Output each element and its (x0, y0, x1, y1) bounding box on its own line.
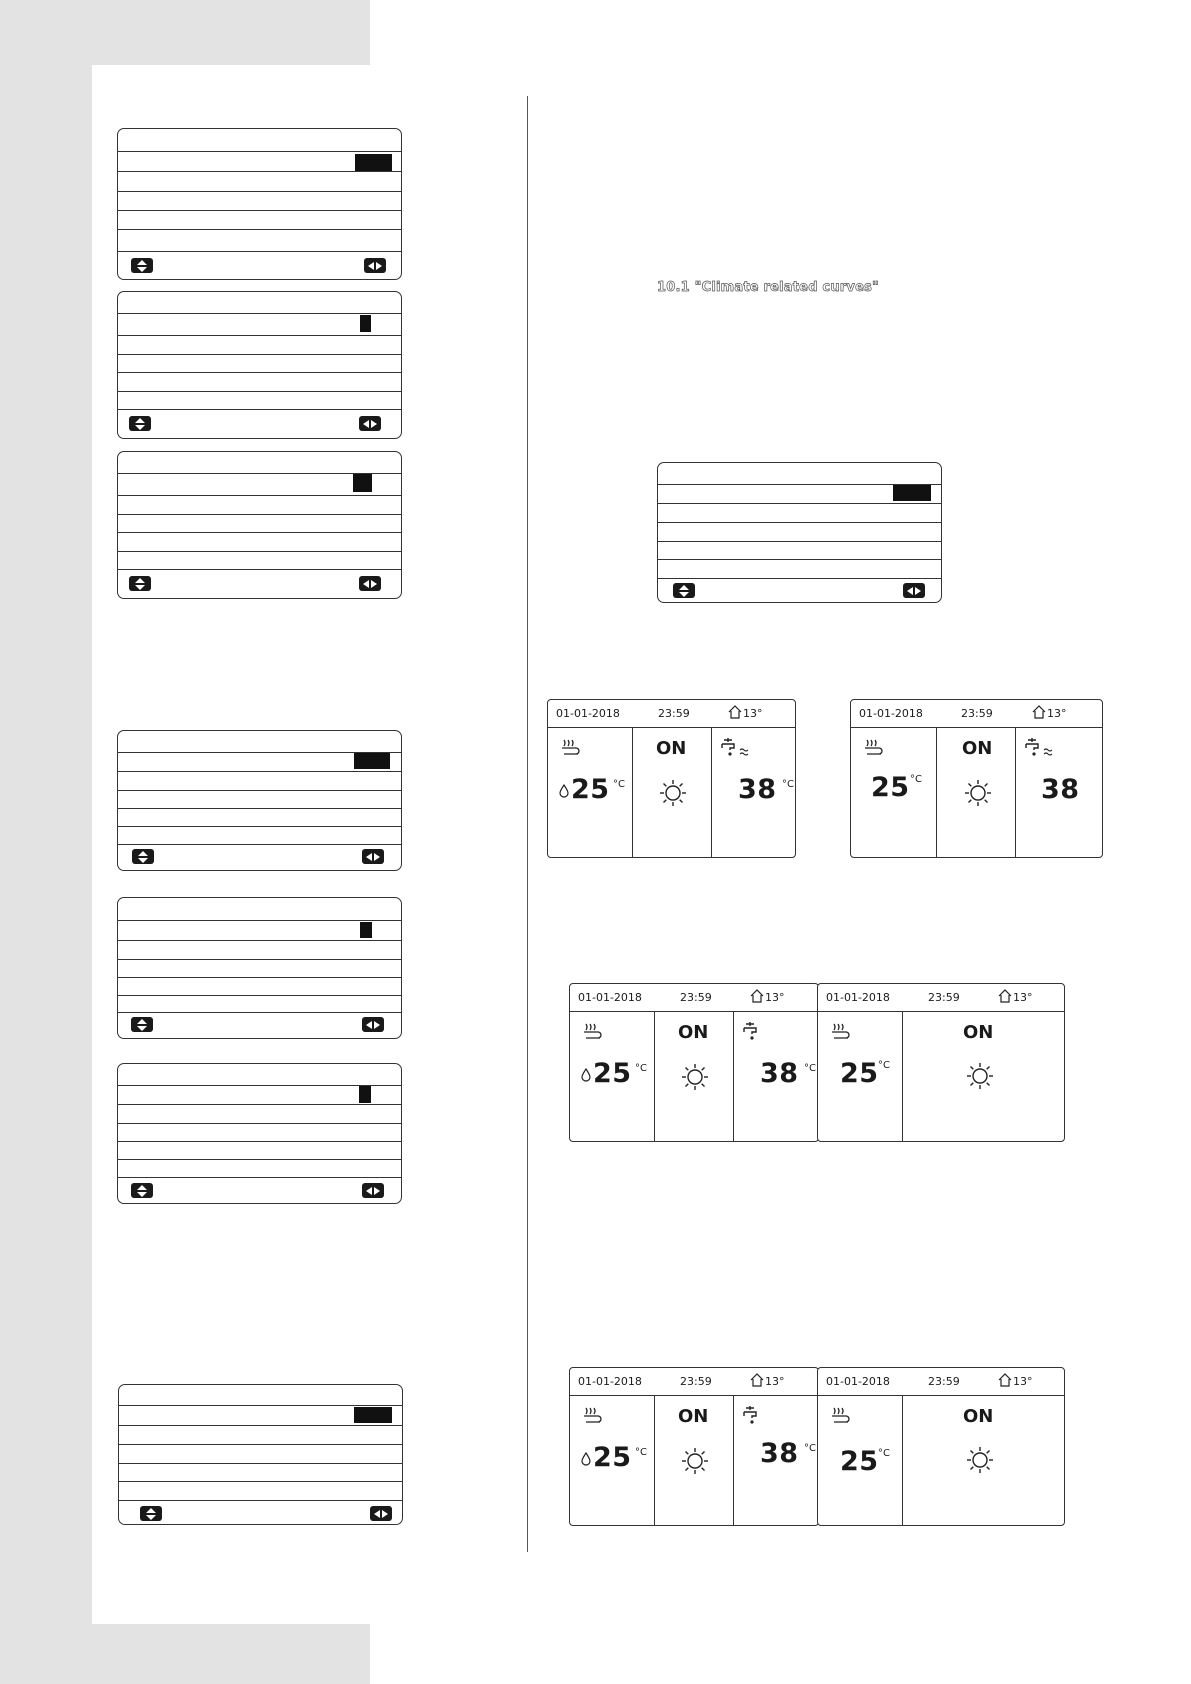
outdoor-temp-label: 13° (743, 707, 763, 720)
sun-icon (680, 1062, 710, 1092)
house-icon (998, 989, 1012, 1003)
house-icon (750, 1373, 764, 1387)
water-tap-icon (1024, 736, 1060, 760)
floor-heating-icon (863, 738, 885, 758)
outdoor-temp-label: 13° (765, 1375, 785, 1388)
house-icon (1032, 705, 1046, 719)
page-margin-left (0, 0, 92, 1684)
water-tap-icon (742, 1020, 766, 1044)
sun-icon (658, 778, 688, 808)
dhw-temp-value: 38 (738, 774, 777, 805)
selected-value-box (353, 474, 372, 492)
home-screen-3 (569, 983, 819, 1142)
home-screen-2 (850, 699, 1103, 858)
left-right-arrows-icon[interactable] (903, 583, 925, 598)
menu-screen-5 (117, 897, 402, 1039)
outdoor-temp-label: 13° (1013, 1375, 1033, 1388)
floor-heating-icon (582, 1022, 604, 1042)
on-status: ON (962, 738, 993, 759)
temp-unit: °C (613, 779, 625, 790)
water-temp-value: 25 (840, 1058, 879, 1089)
up-down-arrows-icon[interactable] (131, 1017, 153, 1032)
dhw-temp-value: 38 (760, 1438, 799, 1469)
temp-unit: °C (635, 1063, 647, 1074)
selected-value-box (354, 753, 390, 769)
left-right-arrows-icon[interactable] (364, 258, 386, 273)
status-header (818, 1368, 1064, 1396)
sun-icon (680, 1446, 710, 1476)
on-status: ON (678, 1406, 709, 1427)
left-right-arrows-icon[interactable] (359, 416, 381, 431)
status-header (570, 1368, 818, 1396)
water-drop-icon (559, 784, 569, 798)
menu-screen-7 (118, 1384, 403, 1525)
floor-heating-icon (582, 1406, 604, 1426)
menu-screen-4 (117, 730, 402, 871)
house-icon (728, 705, 742, 719)
dhw-unit: °C (804, 1063, 816, 1074)
left-right-arrows-icon[interactable] (362, 849, 384, 864)
water-temp-value: 25 (871, 772, 910, 803)
water-temp-value: 25 (593, 1058, 632, 1089)
menu-screen-1 (117, 128, 402, 280)
dhw-unit: °C (804, 1443, 816, 1454)
temp-unit: °C (910, 774, 922, 785)
up-down-arrows-icon[interactable] (131, 258, 153, 273)
water-temp-value: 25 (571, 774, 610, 805)
outdoor-temp-label: 13° (1047, 707, 1067, 720)
temp-unit: °C (878, 1060, 890, 1071)
floor-heating-icon (560, 738, 582, 758)
status-header (548, 700, 795, 728)
section-reference: 10.1 "Climate related curves" (657, 280, 879, 295)
menu-screen-2 (117, 291, 402, 439)
up-down-arrows-icon[interactable] (673, 583, 695, 598)
up-down-arrows-icon[interactable] (132, 849, 154, 864)
column-divider (527, 96, 528, 1552)
floor-heating-icon (830, 1406, 852, 1426)
dhw-temp-value: 38 (1041, 774, 1080, 805)
date-label: 01-01-2018 (578, 991, 642, 1004)
dhw-unit: °C (782, 779, 794, 790)
time-label: 23:59 (680, 991, 712, 1004)
left-right-arrows-icon[interactable] (370, 1506, 392, 1521)
time-label: 23:59 (928, 1375, 960, 1388)
water-temp-value: 25 (593, 1442, 632, 1473)
on-status: ON (963, 1022, 994, 1043)
home-screen-6 (817, 1367, 1065, 1526)
date-label: 01-01-2018 (556, 707, 620, 720)
on-status: ON (963, 1406, 994, 1427)
menu-screen-3 (117, 451, 402, 599)
temp-unit: °C (635, 1447, 647, 1458)
date-label: 01-01-2018 (826, 991, 890, 1004)
dhw-temp-value: 38 (760, 1058, 799, 1089)
floor-heating-icon (830, 1022, 852, 1042)
sun-icon (965, 1061, 995, 1091)
status-header (851, 700, 1102, 728)
up-down-arrows-icon[interactable] (140, 1506, 162, 1521)
time-label: 23:59 (680, 1375, 712, 1388)
water-tap-icon (742, 1404, 766, 1428)
date-label: 01-01-2018 (859, 707, 923, 720)
home-screen-1 (547, 699, 796, 858)
date-label: 01-01-2018 (826, 1375, 890, 1388)
status-header (570, 984, 818, 1012)
home-screen-4 (817, 983, 1065, 1142)
up-down-arrows-icon[interactable] (131, 1183, 153, 1198)
left-right-arrows-icon[interactable] (359, 576, 381, 591)
menu-screen-8 (657, 462, 942, 603)
house-icon (998, 1373, 1012, 1387)
selected-value-box (360, 315, 371, 332)
outdoor-temp-label: 13° (1013, 991, 1033, 1004)
sun-icon (963, 778, 993, 808)
time-label: 23:59 (961, 707, 993, 720)
left-right-arrows-icon[interactable] (362, 1183, 384, 1198)
up-down-arrows-icon[interactable] (129, 416, 151, 431)
selected-value-box (354, 1407, 392, 1423)
left-right-arrows-icon[interactable] (362, 1017, 384, 1032)
sun-icon (965, 1445, 995, 1475)
selected-value-box (360, 922, 372, 938)
up-down-arrows-icon[interactable] (129, 576, 151, 591)
water-temp-value: 25 (840, 1446, 879, 1477)
selected-value-box (893, 485, 931, 501)
water-drop-icon (581, 1452, 591, 1466)
selected-value-box (359, 1086, 371, 1103)
water-tap-icon (720, 736, 756, 760)
house-icon (750, 989, 764, 1003)
on-status: ON (678, 1022, 709, 1043)
time-label: 23:59 (658, 707, 690, 720)
home-screen-5 (569, 1367, 819, 1526)
date-label: 01-01-2018 (578, 1375, 642, 1388)
menu-screen-6 (117, 1063, 402, 1204)
selected-value-box (355, 154, 392, 171)
time-label: 23:59 (928, 991, 960, 1004)
outdoor-temp-label: 13° (765, 991, 785, 1004)
temp-unit: °C (878, 1448, 890, 1459)
water-drop-icon (581, 1068, 591, 1082)
status-header (818, 984, 1064, 1012)
page-margin-bottom (0, 1624, 370, 1684)
on-status: ON (656, 738, 687, 759)
